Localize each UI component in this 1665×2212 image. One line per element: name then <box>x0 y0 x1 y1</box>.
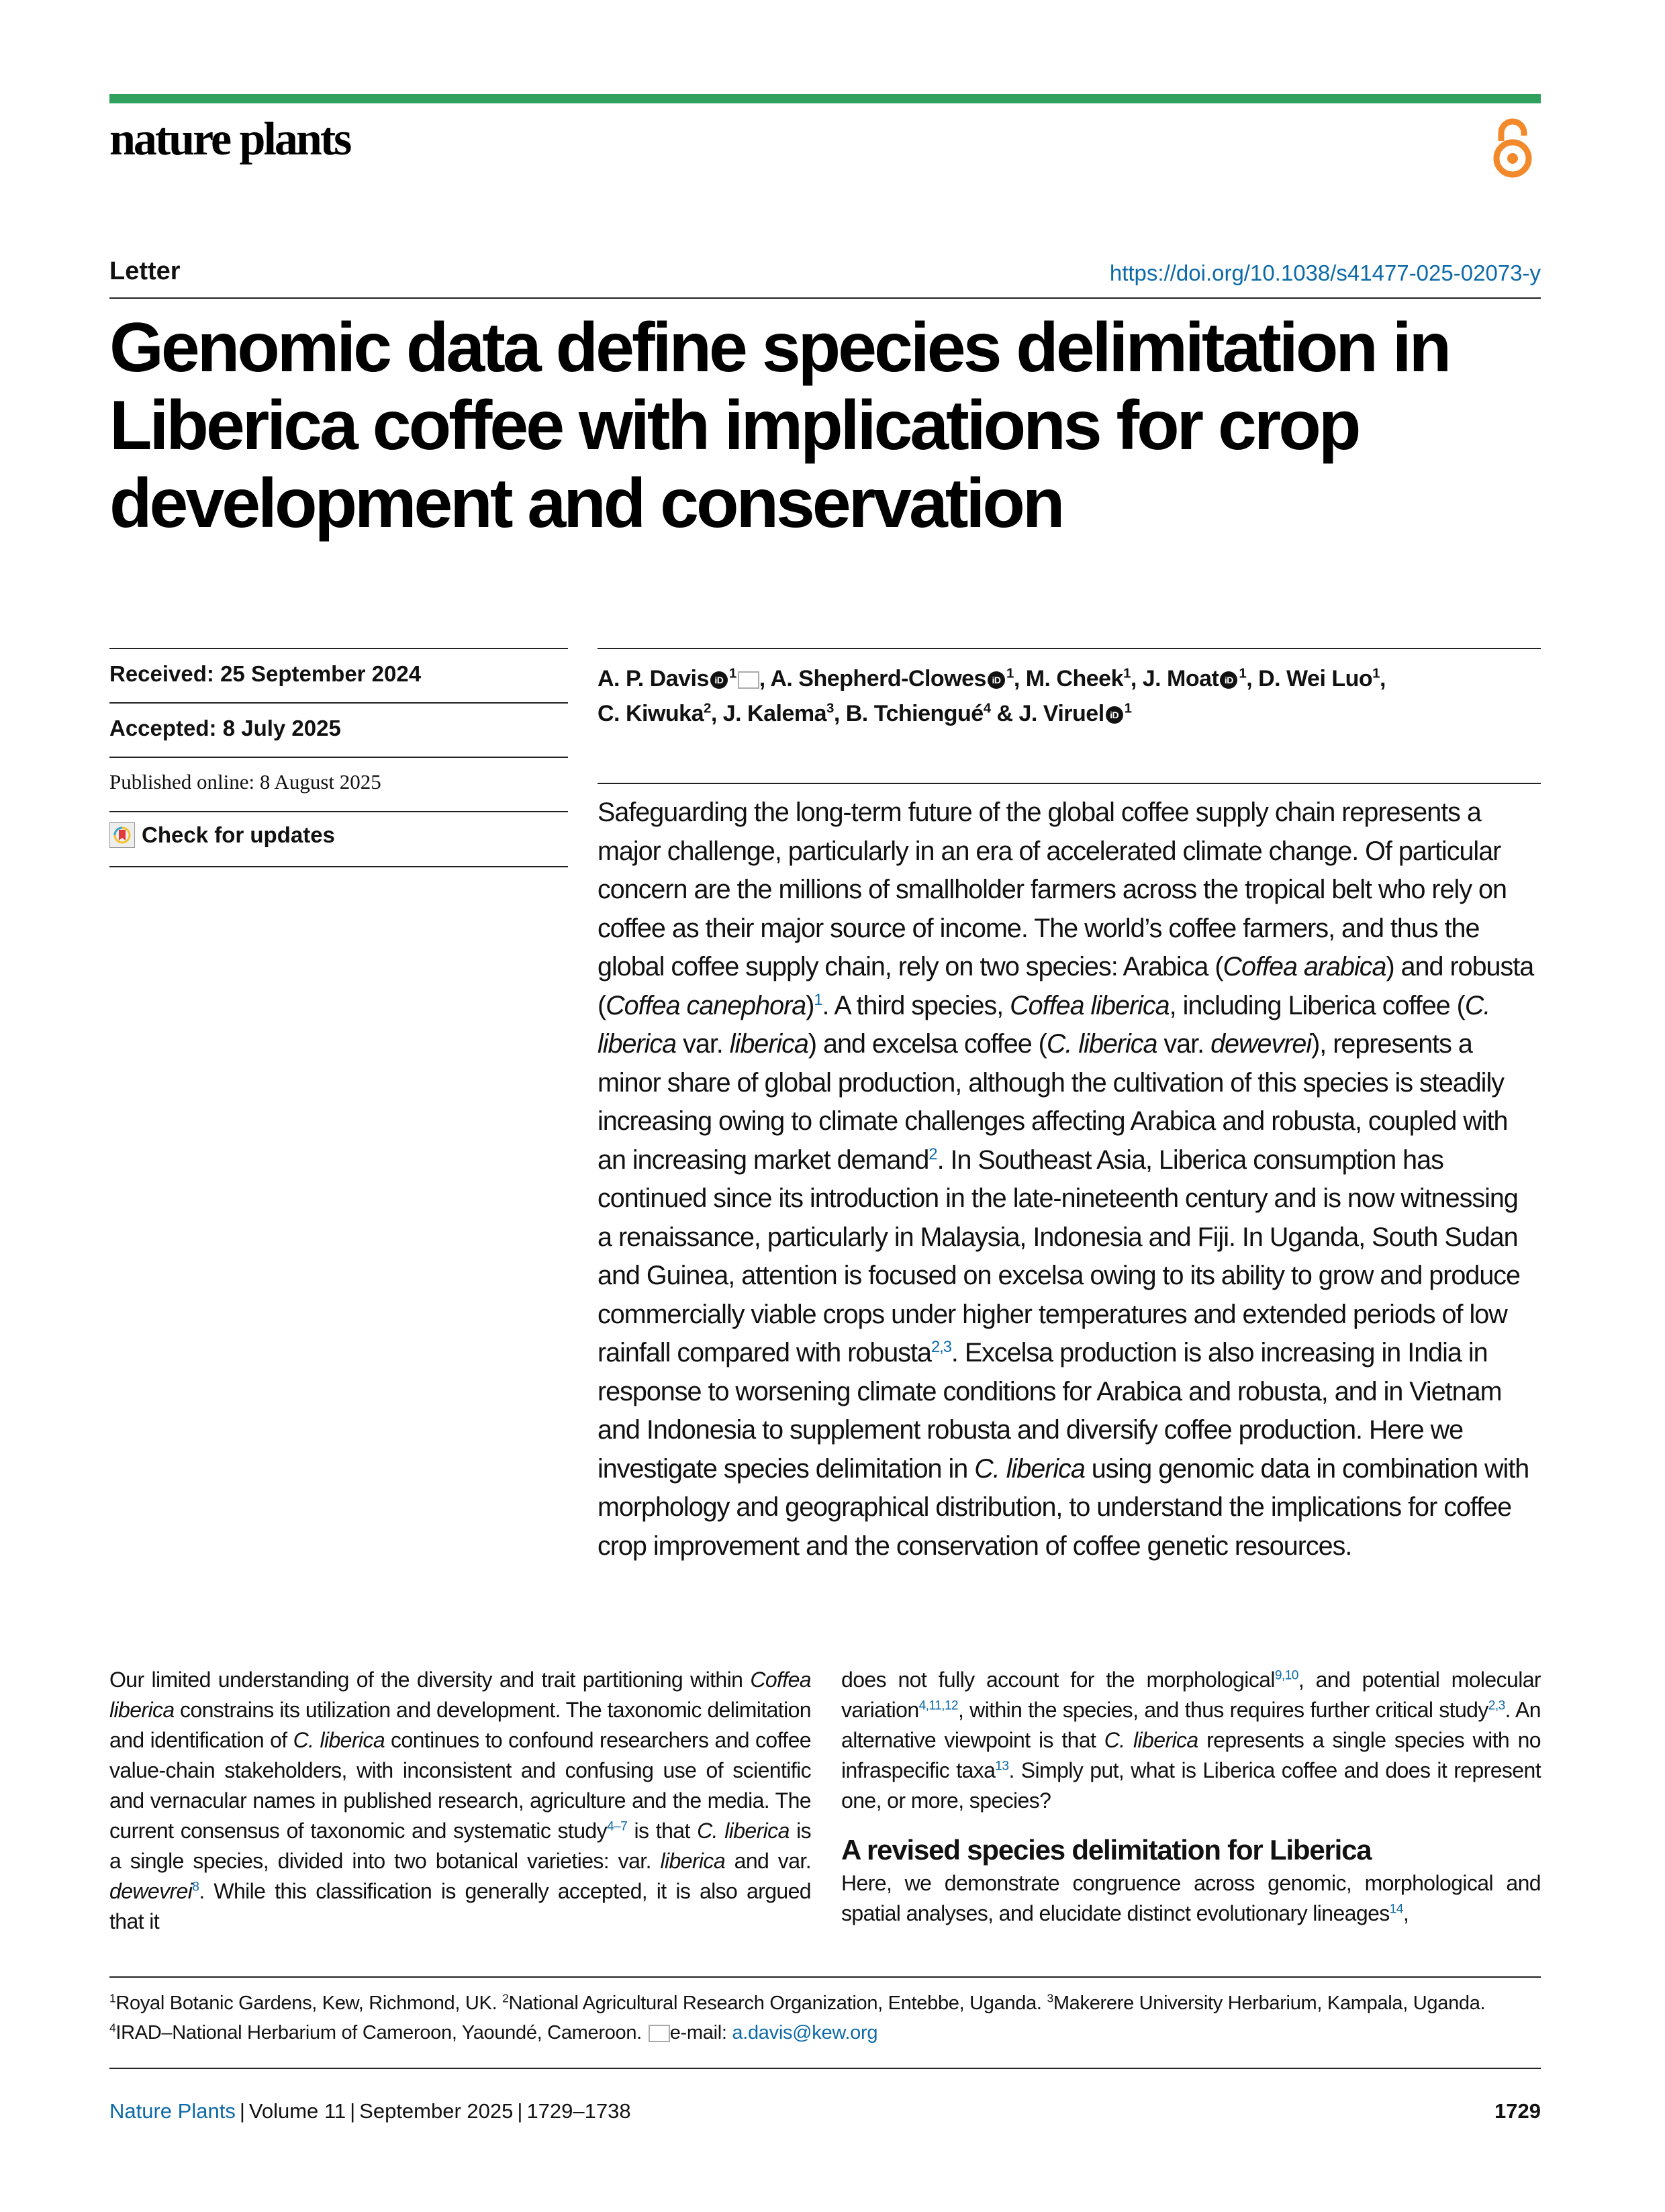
check-for-updates-button[interactable] <box>109 822 568 848</box>
page-range: 1729–1738 <box>526 2099 631 2123</box>
body-column-right <box>841 1665 1541 1929</box>
affiliation-marker: 4 <box>983 701 991 716</box>
orcid-icon[interactable]: iD <box>988 671 1005 689</box>
article-title: Genomic data define species delimitation in Liberica coffee with implications for crop development and conservation <box>109 309 1449 542</box>
article-type: Letter <box>109 257 181 285</box>
citation-link[interactable]: 4,11,12 <box>918 1698 958 1713</box>
citation-link[interactable]: 4–7 <box>607 1819 628 1834</box>
affiliation-marker: 1 <box>1006 666 1014 681</box>
check-updates-icon <box>109 822 135 848</box>
paragraph: does not fully account for the morphological$^{9,10}$, and potential molecular variation$^{4,11,12}$, within the species, and thus requires further critical study$^{2,3}$. An alternative viewpoint is that C. liberica represents a single species with no infraspecific taxa$^{13}$. Simply put, what is Liberica coffee and does it represent one, or more, species? <box>841 1668 1541 1813</box>
section-heading: A revised species delimitation for Liberica <box>841 1834 1372 1866</box>
divider <box>598 648 1541 649</box>
divider <box>109 811 568 812</box>
author-name[interactable]: A. Shepherd-Clowes <box>770 666 986 691</box>
divider <box>109 757 568 758</box>
divider <box>109 702 568 704</box>
doi-link[interactable]: https://doi.org/10.1038/s41477-025-02073-y <box>1109 260 1541 285</box>
author-name[interactable]: M. Cheek <box>1025 666 1123 691</box>
citation-link[interactable]: 1 <box>814 991 822 1009</box>
affiliation-marker: 2 <box>703 701 711 716</box>
issue-date: September 2025 <box>359 2099 514 2123</box>
email-envelope-icon[interactable] <box>738 671 759 689</box>
citation-link[interactable]: 2 <box>929 1145 937 1163</box>
affiliation-marker: 1 <box>1124 701 1132 716</box>
divider <box>109 648 568 649</box>
body-column-left: Our limited understanding of the diversity and trait partitioning within Coffea liberica constrains its utilization and development. The taxonomic delimitation and identification of C. liberica continues to confound researchers and coffee value-chain stakeholders, with inconsistent and confusing use of scientific and vernacular names in published research, agriculture and the media. The current consensus of taxonomic and systematic study$^{4-7}$ is that C. liberica is a single species, divided into two botanical varieties: var. liberica and var. dewevrei$^8$. While this classification is generally accepted, it is also argued that it <box>109 1668 812 1933</box>
author-name[interactable]: A. P. Davis <box>598 666 709 691</box>
author-name[interactable]: J. Moat <box>1142 666 1219 691</box>
received-date: Received: 25 September 2024 <box>109 661 422 686</box>
journal-footer-link[interactable]: Nature Plants <box>109 2099 236 2123</box>
page-footer: Nature Plants | Volume 11 | September 2025 | 1729–1738 <box>109 2099 631 2123</box>
citation-link[interactable]: 8 <box>192 1880 199 1894</box>
orcid-icon[interactable]: iD <box>710 671 728 689</box>
divider <box>109 297 1541 299</box>
email-envelope-icon <box>649 2025 670 2042</box>
citation-link[interactable]: 9,10 <box>1274 1668 1298 1683</box>
citation-link[interactable]: 2,3 <box>1488 1698 1505 1713</box>
affiliations-footnote: $^1$Royal Botanic Gardens, Kew, Richmond, UK. $^2$National Agricultural Research Organization, Entebbe, Uganda. $^3$Makerere University Herbarium, Kampala, Uganda. $^4$IRAD–National Herbarium of Cameroon, Yaoundé, Cameroon. e-mail: a.davis@kew.org <box>109 1991 1486 2043</box>
affiliation-marker: 1 <box>728 666 736 681</box>
divider <box>109 866 568 867</box>
paragraph: Here, we demonstrate congruence across genomic, morphological and spatial analyses, and elucidate distinct evolutionary lineages$^{14}$, <box>841 1871 1541 1925</box>
orcid-icon[interactable]: iD <box>1220 671 1237 689</box>
divider <box>109 2068 1541 2069</box>
check-updates-label: Check for updates <box>142 822 335 847</box>
affiliation-marker: 3 <box>826 701 834 716</box>
journal-logo[interactable]: nature plants <box>109 113 350 165</box>
affiliation-marker: 1 <box>1239 666 1247 681</box>
open-access-icon <box>1492 115 1533 180</box>
author-name[interactable]: C. Kiwuka <box>598 701 704 726</box>
page-number: 1729 <box>1494 2099 1541 2123</box>
volume: Volume 11 <box>248 2099 346 2123</box>
author-name[interactable]: J. Kalema <box>722 701 826 726</box>
divider <box>598 783 1541 784</box>
journal-top-bar <box>109 94 1541 103</box>
orcid-icon[interactable]: iD <box>1106 706 1123 724</box>
accepted-date: Accepted: 8 July 2025 <box>109 716 341 740</box>
author-name[interactable]: J. Viruel <box>1018 701 1104 726</box>
email-link[interactable]: a.davis@kew.org <box>732 2022 878 2043</box>
author-list: A. P. Davis iD $^1$ , A. Shepherd-Clowes iD $^1$, M. Cheek$^1$, J. Moat iD $^1$, D. Wei Luo$^1$, C. Kiwuka$^2$, J. Kalema$^3$, B. Tchiengué$^4$ & J. Viruel iD $^1$ <box>598 666 1386 726</box>
author-name[interactable]: B. Tchiengué <box>845 701 984 726</box>
divider <box>109 1976 1541 1978</box>
citation-link[interactable]: 13 <box>995 1759 1009 1774</box>
published-date: Published online: 8 August 2025 <box>109 770 381 794</box>
affiliation-marker: 1 <box>1372 666 1380 681</box>
author-name[interactable]: D. Wei Luo <box>1258 666 1373 691</box>
citation-link[interactable]: 2,3 <box>931 1338 951 1356</box>
abstract: Safeguarding the long-term future of the global coffee supply chain represents a major challenge, particularly in an era of accelerated climate change. Of particular concern are the millions of smallholder farmers across the tropical belt who rely on coffee as their major source of income. The world’s coffee farmers, and thus the global coffee supply chain, rely on two species: Arabica (Coffea arabica) and robusta (Coffea canephora)$^1$. A third species, Coffea liberica, including Liberica coffee (C. liberica var. liberica) and excelsa coffee (C. liberica var. dewevrei), represents a minor share of global production, although the cultivation of this species is steadily increasing owing to climate challenges affecting Arabica and robusta, coupled with an increasing market demand$^2$. In Southeast Asia, Liberica consumption has continued since its introduction in the late-nineteenth century and is now witnessing a renaissance, particularly in Malaysia, Indonesia and Fiji. In Uganda, South Sudan and Guinea, attention is focused on excelsa owing to its ability to grow and produce commercially viable crops under higher temperatures and extended periods of low rainfall compared with robusta$^{2,3}$. Excelsa production is also increasing in India in response to worsening climate conditions for Arabica and robusta, and in Vietnam and Indonesia to supplement robusta and diversify coffee production. Here we investigate species delimitation in C. liberica using genomic data in combination with morphology and geographical distribution, to understand the implications for coffee crop improvement and the conservation of coffee genetic resources. <box>598 798 1534 1561</box>
affiliation-marker: 1 <box>1123 666 1131 681</box>
citation-link[interactable]: 14 <box>1389 1902 1403 1917</box>
